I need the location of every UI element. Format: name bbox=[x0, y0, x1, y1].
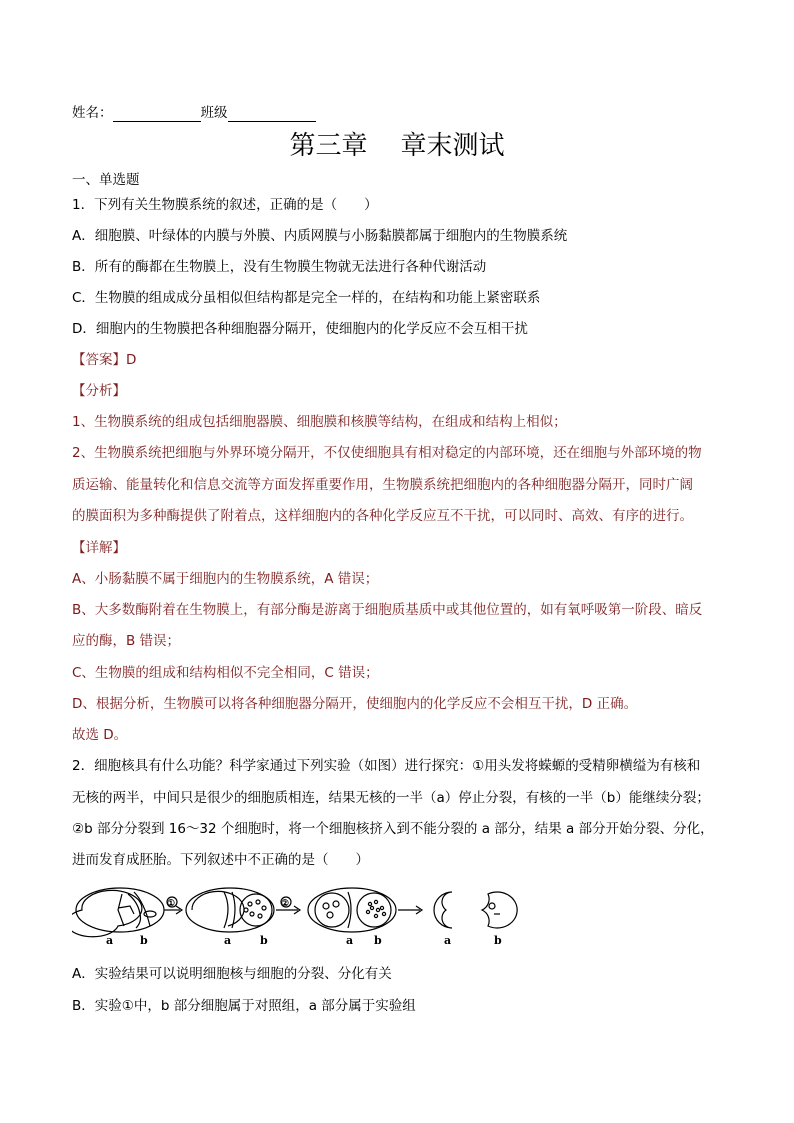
class-label: 班级 bbox=[200, 105, 228, 121]
answer-label: 【答案】 bbox=[72, 352, 126, 368]
q1-stem: 1．下列有关生物膜系统的叙述，正确的是（ ） bbox=[72, 197, 378, 213]
label-b: b bbox=[374, 934, 382, 946]
q1-analysis-line: 2、生物膜系统把细胞与外界环境分隔开，不仅使细胞具有相对稳定的内部环境，还在细胞与外部环境的物 bbox=[72, 445, 702, 461]
q2-stem-line: 无核的两半，中间只是很少的细胞质相连，结果无核的一半（a）停止分裂，有核的一半（b）能继续分裂； bbox=[72, 790, 710, 806]
page-title: 第三章 章末测试 bbox=[289, 131, 505, 161]
q1-option-d: D．细胞内的生物膜把各种细胞器分隔开，使细胞内的化学反应不会互相干扰 bbox=[72, 321, 528, 337]
student-info-line bbox=[72, 104, 316, 122]
q2-option-a: A．实验结果可以说明细胞核与细胞的分裂、分化有关 bbox=[72, 966, 392, 982]
label-a: a bbox=[224, 934, 232, 946]
q1-option-a: A．细胞膜、叶绿体的内膜与外膜、内质网膜与小肠黏膜都属于细胞内的生物膜系统 bbox=[72, 228, 568, 244]
q1-option-b: B．所有的酶都在生物膜上，没有生物膜生物就无法进行各种代谢活动 bbox=[72, 259, 487, 275]
q1-detail-line: B、大多数酶附着在生物膜上，有部分酶是游离于细胞质基质中或其他位置的，如有氧呼吸第一阶段、暗反 bbox=[72, 602, 703, 618]
separated-a-drawing bbox=[434, 892, 452, 928]
answer-value: D bbox=[126, 352, 137, 368]
q1-option-c: C．生物膜的组成成分虽相似但结构都是完全一样的，在结构和功能上紧密联系 bbox=[72, 290, 541, 306]
section-heading: 一、单选题 bbox=[72, 172, 140, 188]
q1-answer bbox=[72, 351, 136, 369]
q1-conclusion: 故选 D。 bbox=[72, 727, 128, 743]
q2-stem-line: 进而发育成胚胎。下列叙述中不正确的是（ ） bbox=[72, 852, 369, 868]
label-b: b bbox=[260, 934, 268, 946]
label-a: a bbox=[444, 934, 452, 946]
q1-detail-line: D、根据分析，生物膜可以将各种细胞器分隔开，使细胞内的化学反应不会相互干扰，D 正确。 bbox=[72, 696, 638, 712]
q1-detail-line: A、小肠黏膜不属于细胞内的生物膜系统，A 错误； bbox=[72, 571, 379, 587]
q1-detail-label: 【详解】 bbox=[72, 540, 126, 556]
label-step-2: ② bbox=[281, 899, 290, 909]
q1-analysis-label: 【分析】 bbox=[72, 383, 126, 399]
name-blank bbox=[113, 107, 201, 122]
label-b: b bbox=[140, 934, 148, 946]
cell-2-drawing bbox=[186, 888, 274, 932]
q1-analysis-line: 的膜面积为多种酶提供了附着点，这样细胞内的各种化学反应互不干扰，可以同时、高效、有序的进行。 bbox=[72, 508, 693, 524]
separated-b-drawing bbox=[482, 892, 517, 928]
label-a: a bbox=[346, 934, 354, 946]
class-blank bbox=[228, 107, 316, 122]
q2-stem-line: 2．细胞核具有什么功能？科学家通过下列实验（如图）进行探究：①用头发将蝾螈的受精卵横缢为有核和 bbox=[72, 758, 701, 774]
q1-detail-line: C、生物膜的组成和结构相似不完全相同，C 错误； bbox=[72, 665, 379, 681]
experiment-figure bbox=[72, 884, 532, 946]
q1-analysis-line: 质运输、能量转化和信息交流等方面发挥重要作用，生物膜系统把细胞内的各种细胞器分隔开，同时广阔 bbox=[72, 477, 693, 493]
cell-3-drawing bbox=[308, 888, 396, 932]
cell-1-drawing bbox=[72, 888, 164, 937]
label-step-1: ① bbox=[167, 899, 176, 909]
q1-analysis-line: 1、生物膜系统的组成包括细胞器膜、细胞膜和核膜等结构，在组成和结构上相似； bbox=[72, 414, 567, 430]
label-b: b bbox=[494, 934, 502, 946]
q2-stem-line: ②b 部分分裂到 16～32 个细胞时，将一个细胞核挤入到不能分裂的 a 部分，结果 a 部分开始分裂、分化， bbox=[72, 821, 714, 837]
q2-option-b: B．实验①中，b 部分细胞属于对照组，a 部分属于实验组 bbox=[72, 998, 416, 1014]
label-a: a bbox=[106, 934, 114, 946]
name-label: 姓名： bbox=[72, 105, 113, 121]
q1-detail-line: 应的酶，B 错误； bbox=[72, 633, 181, 649]
